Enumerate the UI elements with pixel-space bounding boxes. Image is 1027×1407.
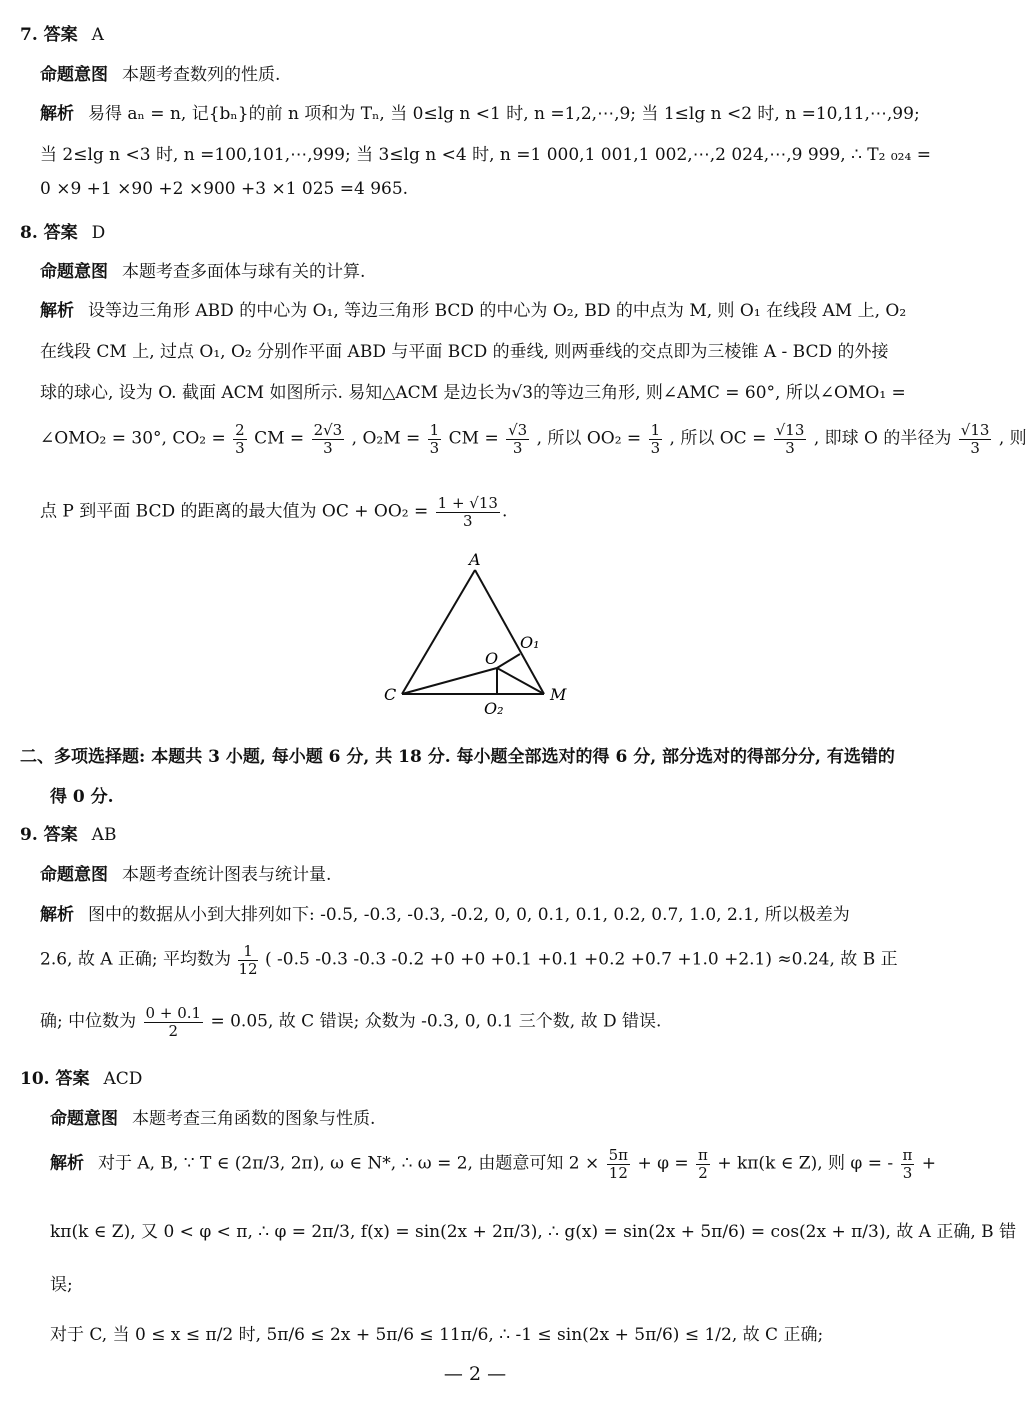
q10-header [20, 1064, 142, 1089]
fraction-den: 3 [650, 438, 661, 457]
fraction [959, 422, 992, 456]
fraction [607, 1147, 630, 1181]
fraction-num: π [902, 1146, 913, 1164]
q7-answer-label: 7. 答案 [20, 25, 78, 45]
fraction-num: √3 [508, 421, 528, 439]
q8-l4-seg-f: , 所以 OC = [669, 428, 767, 449]
q10-analysis-line-2: kπ(k ∈ Z), 又 0 < φ < π, ∴ φ = 2π/3, f(x) = sin(2x + 2π/3), ∴ g(x) = sin(2x + 5π/6) = cos(2x + π/3), 故 A 正确, B 错 [50, 1222, 1017, 1242]
fraction-den: 3 [429, 438, 440, 457]
q9-intent [40, 860, 331, 885]
q7-analysis-line-2: 当 2≤lg n <3 时, n =100,101,⋯,999; 当 3≤lg n <4 时, n =1 000,1 001,1 002,⋯,2 024,⋯,9 999, ∴ T₂ ₀₂₄ = [40, 145, 931, 165]
q8-l4-seg-h: , 则 [998, 428, 1027, 449]
fraction-den: 12 [608, 1163, 628, 1182]
fraction-den: 3 [785, 438, 795, 457]
q10-l1-seg-a: 对于 A, B, ∵ T ∈ [98, 1153, 230, 1174]
q9-l2-seg-a: 2.6, 故 A 正确; 平均数为 [40, 949, 232, 970]
q10-l1-seg-e: + [921, 1153, 937, 1174]
fraction [696, 1147, 710, 1181]
q9-answer-label: 9. 答案 [20, 825, 78, 845]
label-a: A [469, 550, 481, 569]
q9-l2-seg-b: ( -0.5 -0.3 -0.3 -0.2 +0 +0 +0.1 +0.1 +0.2 +0.7 +1.0 +2.1) ≈0.24, 故 B 正 [264, 949, 898, 970]
fraction [312, 422, 345, 456]
section-2-title-line-1: 二、多项选择题: 本题共 3 小题, 每小题 6 分, 共 18 分. 每小题全部选对的得 6 分, 部分选对的得部分分, 有选错的 [20, 747, 895, 767]
fraction [428, 422, 442, 456]
q8-header [20, 218, 105, 243]
label-c: C [384, 685, 397, 704]
fraction [506, 422, 529, 456]
q8-intent-text: 本题考查多面体与球有关的计算. [122, 262, 366, 282]
fraction-den: 3 [323, 438, 333, 457]
q9-intent-label: 命题意图 [40, 865, 108, 885]
fraction-num: 1 [429, 421, 440, 439]
q8-analysis-line-5 [40, 495, 507, 529]
q8-l4-seg-c: , O₂M = [351, 428, 421, 449]
fraction-num: √13 [775, 421, 805, 439]
fraction-num: 0 + 0.1 [145, 1004, 202, 1022]
q8-l4-seg-g: , 即球 O 的半径为 [813, 428, 952, 449]
q8-answer: D [91, 223, 106, 243]
fraction [649, 422, 663, 456]
fraction [436, 495, 500, 529]
q9-analysis-line-2 [40, 943, 898, 977]
q8-l4-seg-a: ∠OMO₂ = 30°, CO₂ = [40, 428, 226, 449]
q10-l1-seg-c: + φ = [637, 1153, 689, 1174]
q7-intent-label: 命题意图 [40, 65, 108, 85]
q10-analysis-label: 解析 [50, 1153, 84, 1174]
fraction-num: 1 [238, 943, 257, 961]
q8-intent [40, 257, 365, 282]
q9-analysis-line-3 [40, 1005, 661, 1039]
fraction-num: 2√3 [313, 421, 343, 439]
triangle-figure [370, 548, 580, 728]
q8-analysis-line-1 [40, 296, 906, 321]
q8-analysis-text-1: 设等边三角形 ABD 的中心为 O₁, 等边三角形 BCD 的中心为 O₂, BD 的中点为 M, 则 O₁ 在线段 AM 上, O₂ [88, 301, 907, 321]
q10-intent [50, 1104, 375, 1129]
fraction-den: 3 [970, 438, 980, 457]
q8-analysis-line-3: 球的球心, 设为 O. 截面 ACM 如图所示. 易知△ACM 是边长为√3的等边三角形, 则∠AMC = 60°, 所以∠OMO₁ = [40, 383, 906, 403]
q9-analysis-label: 解析 [40, 905, 74, 925]
q9-analysis-text-1: 图中的数据从小到大排列如下: -0.5, -0.3, -0.3, -0.2, 0, 0, 0.1, 0.1, 0.2, 0.7, 1.0, 2.1, 所以极差为 [88, 905, 850, 925]
q8-intent-label: 命题意图 [40, 262, 108, 282]
fraction-num: π [698, 1146, 708, 1164]
q10-answer-label: 10. 答案 [20, 1069, 90, 1089]
fraction-den: 3 [463, 511, 473, 530]
q7-answer: A [91, 25, 104, 45]
label-o2: O₂ [484, 699, 504, 718]
label-o: O [485, 649, 499, 668]
q10-analysis-line-1 [50, 1147, 936, 1181]
edge-ac [402, 570, 475, 694]
q8-l4-seg-d: CM = [448, 428, 499, 449]
q7-intent-text: 本题考查数列的性质. [122, 65, 281, 85]
fraction-num: 1 [650, 421, 661, 439]
segment-co [402, 668, 497, 694]
fraction-num: √13 [960, 421, 990, 439]
q10-analysis-line-4: 对于 C, 当 0 ≤ x ≤ π/2 时, 5π/6 ≤ 2x + 5π/6 ≤ 11π/6, ∴ -1 ≤ sin(2x + 5π/6) ≤ 1/2, 故 C 正确; [50, 1325, 824, 1345]
q8-l4-seg-e: , 所以 OO₂ = [536, 428, 642, 449]
q10-analysis-line-3: 误; [50, 1275, 73, 1295]
q7-analysis-line-3: 0 ×9 +1 ×90 +2 ×900 +3 ×1 025 =4 965. [40, 179, 409, 199]
q8-analysis-label: 解析 [40, 301, 74, 321]
fraction [144, 1005, 204, 1039]
q7-analysis-text-1: 易得 aₙ = n, 记{bₙ}的前 n 项和为 Tₙ, 当 0≤lg n <1 时, n =1,2,⋯,9; 当 1≤lg n <2 时, n =10,11,⋯,99; [88, 104, 920, 124]
fraction-num: 1 + √13 [437, 494, 498, 512]
label-o1: O₁ [520, 633, 540, 652]
q8-l5-seg-a: 点 P 到平面 BCD 的距离的最大值为 OC + OO₂ = [40, 501, 429, 522]
q8-analysis-line-2: 在线段 CM 上, 过点 O₁, O₂ 分别作平面 ABD 与平面 BCD 的垂线, 则两垂线的交点即为三棱锥 A - BCD 的外接 [40, 342, 889, 362]
segment-oo1 [497, 654, 520, 668]
fraction [233, 422, 247, 456]
q10-intent-label: 命题意图 [50, 1109, 118, 1129]
q7-intent [40, 60, 280, 85]
q10-l1-seg-b: (2π/3, 2π), ω ∈ N*, ∴ ω = 2, 由题意可知 2 × [234, 1153, 600, 1174]
q9-l3-seg-b: = 0.05, 故 C 错误; 众数为 -0.3, 0, 0.1 三个数, 故 D 错误. [210, 1011, 662, 1032]
q9-header [20, 820, 116, 845]
page-number: — 2 — [443, 1363, 507, 1385]
q7-analysis-label: 解析 [40, 104, 74, 124]
q7-header [20, 20, 104, 45]
q9-intent-text: 本题考查统计图表与统计量. [122, 865, 332, 885]
q8-l5-seg-b: . [501, 501, 508, 522]
fraction-num: 2 [235, 421, 245, 439]
q10-l1-seg-d: + kπ(k ∈ Z), 则 φ = - [717, 1153, 894, 1174]
fraction [774, 422, 807, 456]
q10-intent-text: 本题考查三角函数的图象与性质. [132, 1109, 376, 1129]
q10-answer: ACD [103, 1069, 143, 1089]
q9-l3-seg-a: 确; 中位数为 [40, 1011, 137, 1032]
q8-analysis-line-4 [40, 422, 1027, 456]
q8-l4-seg-b: CM = [254, 428, 305, 449]
q8-answer-label: 8. 答案 [20, 223, 78, 243]
fraction-den: 12 [238, 959, 258, 978]
fraction [901, 1147, 915, 1181]
fraction-den: 3 [512, 438, 523, 457]
q9-answer: AB [91, 825, 117, 845]
fraction-den: 3 [235, 438, 245, 457]
fraction-den: 2 [168, 1021, 179, 1040]
fraction [238, 943, 257, 977]
fraction-den: 2 [698, 1163, 708, 1182]
section-2-title-line-2: 得 0 分. [50, 787, 114, 807]
q9-analysis-line-1 [40, 900, 850, 925]
fraction-den: 3 [902, 1163, 913, 1182]
q7-analysis-line-1 [40, 99, 920, 124]
fraction-num: 5π [608, 1146, 629, 1164]
label-m: M [550, 685, 567, 704]
